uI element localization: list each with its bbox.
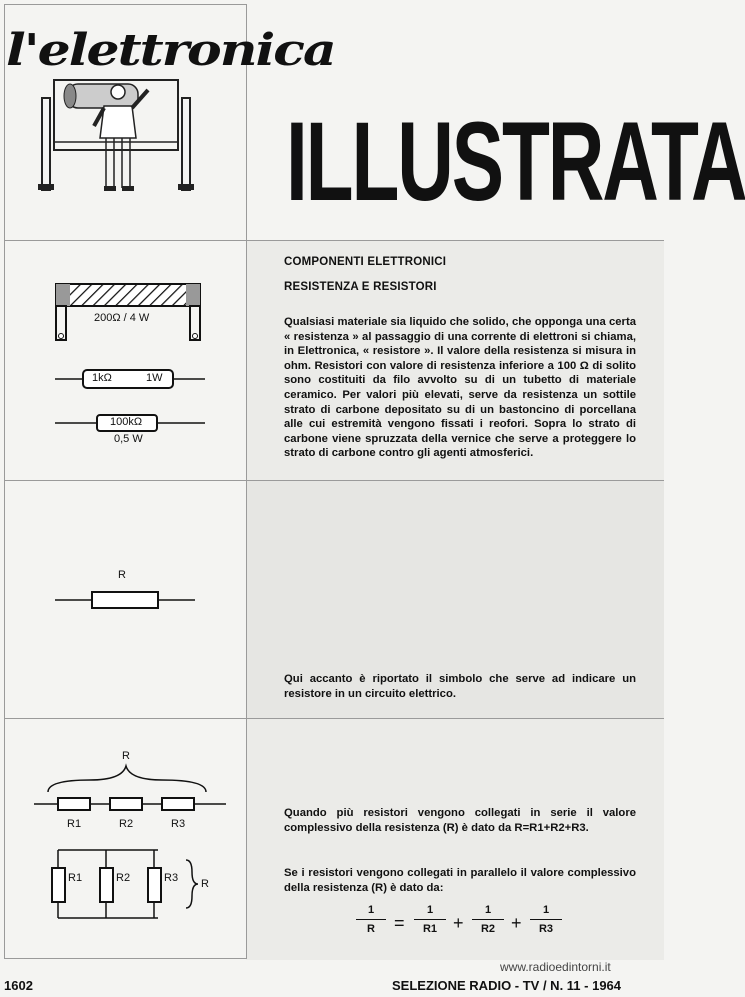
formula-den: R2 [480, 923, 496, 935]
series-r1-label: R1 [67, 818, 82, 830]
resistor-description: Qualsiasi materiale sia liquido che solido, che opponga una certa « resistenza » al passaggio di una corrente di elettroni si chiama, in Elettronica, « resistore ». Il valore della resistenza si misura in ohm. Resistori con valore di resistenza inferiore a 100 Ω di solito sono costituiti da filo avvolto su di un tubetto di materiale ceramico. Per valori più elevati, serve da resistenza un sottile strato di carbone depositato su di un bastoncino di porcellana alle cui estremità vengono fissati i reofori. Sopra lo strato di carbone viene spruzzata della vernice che serve a proteggere lo strato di carbone contro gli agenti atmosferici. [284, 316, 636, 460]
resistor-100k-value: 100kΩ [110, 416, 143, 428]
series-description: Quando più resistori vengono collegati in serie il valore complessivo della resistenza (R) è dato da R=R1+R2+R3. [284, 807, 636, 834]
symbol-label: R [118, 569, 126, 581]
resistor-100k-power: 0,5 W [114, 433, 143, 445]
publication-footer: SELEZIONE RADIO - TV / N. 11 - 1964 [392, 978, 622, 993]
watermark: www.radioedintorni.it [500, 960, 611, 974]
logo-script: l'elettronica [6, 24, 335, 76]
formula-term-2 [472, 904, 504, 935]
resistor-symbol [55, 589, 195, 611]
series-r2-label: R2 [119, 818, 134, 830]
parallel-r1-label: R1 [68, 872, 83, 884]
divider [4, 4, 5, 959]
series-total-label: R [122, 750, 130, 762]
divider [4, 4, 246, 5]
fraction-bar [356, 919, 386, 920]
resistor-1k-value: 1kΩ [92, 372, 112, 384]
fraction-bar [472, 919, 504, 920]
wirewound-label: 200Ω / 4 W [94, 312, 150, 324]
page-number: 1602 [4, 978, 33, 993]
divider [4, 480, 664, 481]
parallel-r3-label: R3 [164, 872, 179, 884]
formula-plus: + [511, 913, 522, 933]
section-heading: COMPONENTI ELETTRONICI [284, 256, 447, 268]
divider [4, 958, 246, 959]
resistor-1k-figure [55, 366, 205, 392]
formula-num: 1 [426, 904, 434, 916]
resistor-1k-power: 1W [146, 372, 163, 384]
formula-num: 1 [542, 904, 550, 916]
parallel-r2-label: R2 [116, 872, 131, 884]
parallel-description: Se i resistori vengono collegati in parallelo il valore complessivo della resistenza (R) è dato da: [284, 867, 636, 894]
divider [4, 240, 664, 241]
section-subheading: RESISTENZA E RESISTORI [284, 281, 437, 293]
parallel-total-label: R [201, 878, 209, 890]
series-r3-label: R3 [171, 818, 186, 830]
series-circuit-diagram [30, 760, 230, 820]
formula-den: R3 [538, 923, 554, 935]
divider [4, 718, 664, 719]
page-title: ILLUSTRATA [286, 99, 745, 224]
fraction-bar [530, 919, 562, 920]
formula-num: 1 [367, 904, 375, 916]
formula-term-1 [414, 904, 446, 935]
formula-term-3 [530, 904, 562, 935]
fraction-bar [414, 919, 446, 920]
technician-illustration [30, 78, 220, 198]
formula-equals: = [394, 913, 405, 933]
formula-plus: + [453, 913, 464, 933]
parallel-circuit-diagram [40, 846, 210, 926]
formula-lhs [356, 904, 386, 935]
formula-num: 1 [484, 904, 492, 916]
formula-den: R1 [422, 923, 438, 935]
symbol-description: Qui accanto è riportato il simbolo che serve ad indicare un resistore in un circuito elettrico. [284, 673, 636, 700]
divider [246, 4, 247, 959]
formula-den: R [367, 923, 375, 935]
